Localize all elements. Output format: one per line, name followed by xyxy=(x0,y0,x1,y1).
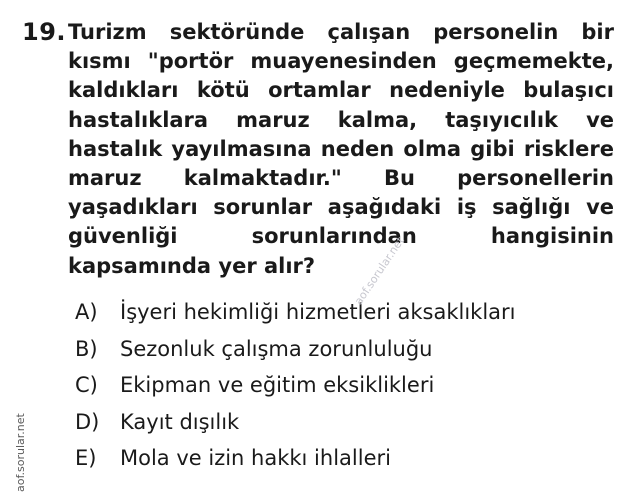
option-letter: E) xyxy=(75,446,97,470)
question-stem xyxy=(68,18,614,281)
option-letter: A) xyxy=(75,300,98,324)
option-letter: C) xyxy=(75,373,98,397)
option-text: Sezonluk çalışma zorunluluğu xyxy=(120,336,433,361)
option-a[interactable] xyxy=(75,300,516,337)
option-e[interactable] xyxy=(75,446,516,483)
question-line: Turizm sektöründe çalışan personelin bir xyxy=(68,20,614,44)
option-letter: B) xyxy=(75,336,98,361)
answer-options xyxy=(75,300,516,483)
watermark-center: aof.sorular.net xyxy=(352,234,407,308)
question-line: yaşadıkları sorunlar aşağıdaki iş sağlığı ve xyxy=(68,195,614,220)
question-line: hastalıklara maruz kalma, taşıyıcılık ve xyxy=(68,107,614,132)
option-text: Ekipman ve eğitim eksiklikleri xyxy=(120,373,435,397)
option-letter: D) xyxy=(75,409,100,434)
watermark-left: aof.sorular.net xyxy=(14,413,27,492)
option-c[interactable] xyxy=(75,373,516,410)
option-text: İşyeri hekimliği hizmetleri aksaklıkları xyxy=(120,300,516,324)
question-line: güvenliği sorunlarından hangisinin xyxy=(68,224,614,249)
question-line: kapsamında yer alır? xyxy=(68,253,316,278)
question-line: kısmı "portör muayenesinden geçmemekte, xyxy=(68,49,614,74)
question-line: maruz kalmaktadır." Bu personellerin xyxy=(68,166,614,191)
question-line: hastalık yayılmasına neden olma gibi risklere xyxy=(68,136,614,161)
option-b[interactable] xyxy=(75,337,516,374)
option-text: Mola ve izin hakkı ihlalleri xyxy=(120,446,391,470)
option-text: Kayıt dışılık xyxy=(120,409,240,434)
question-line: kaldıkları kötü ortamlar nedeniyle bulaşıcı xyxy=(68,78,614,103)
option-d[interactable] xyxy=(75,410,516,447)
question-number: 19. xyxy=(22,18,67,46)
